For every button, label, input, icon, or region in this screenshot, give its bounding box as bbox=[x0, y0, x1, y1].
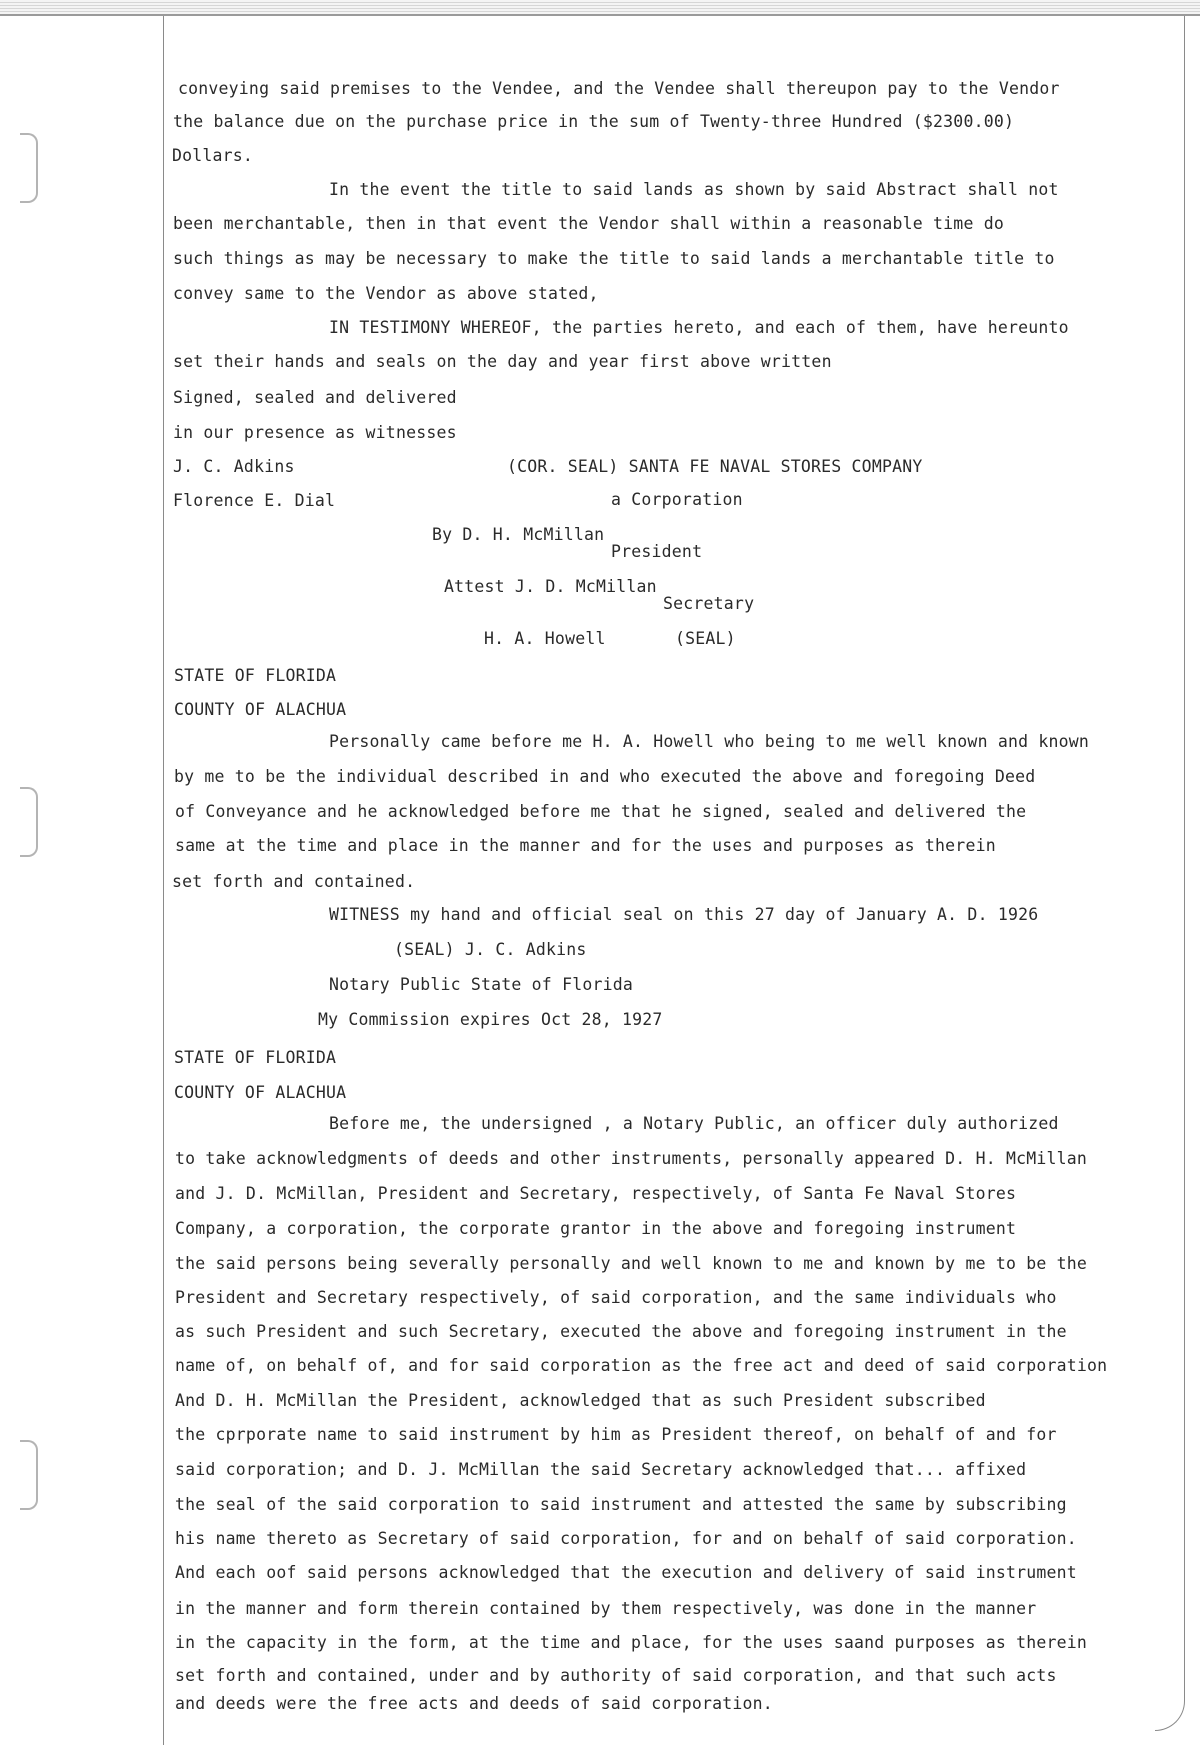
text-line: COUNTY OF ALACHUA bbox=[174, 1083, 347, 1102]
text-line: set their hands and seals on the day and year first above written bbox=[173, 352, 832, 371]
text-line: And D. H. McMillan the President, acknowledged that as such President subscribed bbox=[175, 1391, 986, 1410]
text-line: H. A. Howell bbox=[484, 629, 606, 648]
text-line: a Corporation bbox=[611, 490, 743, 509]
text-line: Dollars. bbox=[172, 146, 254, 165]
text-line: Personally came before me H. A. Howell who being to me well known and known bbox=[329, 732, 1090, 751]
text-line: Notary Public State of Florida bbox=[329, 975, 634, 994]
text-line: the said persons being severally personally and well known to me and known by me to be the bbox=[175, 1254, 1088, 1273]
text-line: by me to be the individual described in and who executed the above and foregoing Deed bbox=[174, 767, 1036, 786]
text-line: Florence E. Dial bbox=[173, 491, 336, 510]
text-line: same at the time and place in the manner and for the uses and purposes as therein bbox=[175, 836, 996, 855]
text-line: of Conveyance and he acknowledged before me that he signed, sealed and delivered the bbox=[175, 802, 1027, 821]
text-line: WITNESS my hand and official seal on this 27 day of January A. D. 1926 bbox=[329, 905, 1039, 924]
text-line: President bbox=[611, 542, 703, 561]
text-line: in the capacity in the form, at the time and place, for the uses saand purposes as therein bbox=[175, 1633, 1088, 1652]
text-line: said corporation; and D. J. McMillan the said Secretary acknowledged that... affixed bbox=[175, 1460, 1027, 1479]
text-line: And each oof said persons acknowledged that the execution and delivery of said instrument bbox=[175, 1563, 1077, 1582]
text-line: the balance due on the purchase price in the sum of Twenty-three Hundred ($2300.00) bbox=[173, 112, 1015, 131]
text-line: (SEAL) J. C. Adkins bbox=[394, 940, 587, 959]
text-line: and deeds were the free acts and deeds of said corporation. bbox=[175, 1694, 773, 1713]
text-line: set forth and contained. bbox=[172, 872, 416, 891]
text-line: name of, on behalf of, and for said corporation as the free act and deed of said corporation bbox=[175, 1356, 1108, 1375]
text-line: STATE OF FLORIDA bbox=[174, 666, 337, 685]
text-line: COUNTY OF ALACHUA bbox=[174, 700, 347, 719]
text-line: to take acknowledgments of deeds and other instruments, personally appeared D. H. McMillan bbox=[175, 1149, 1088, 1168]
text-line: been merchantable, then in that event the Vendor shall within a reasonable time do bbox=[173, 214, 1004, 233]
text-line: In the event the title to said lands as shown by said Abstract shall not bbox=[329, 180, 1059, 199]
text-line: J. C. Adkins bbox=[173, 457, 295, 476]
text-line: set forth and contained, under and by authority of said corporation, and that such acts bbox=[175, 1666, 1057, 1685]
text-line: My Commission expires Oct 28, 1927 bbox=[318, 1010, 663, 1029]
text-line: and J. D. McMillan, President and Secretary, respectively, of Santa Fe Naval Stores bbox=[175, 1184, 1017, 1203]
text-line: conveying said premises to the Vendee, and the Vendee shall thereupon pay to the Vendor bbox=[178, 79, 1060, 98]
text-line: (COR. SEAL) SANTA FE NAVAL STORES COMPANY bbox=[507, 457, 923, 476]
text-line: convey same to the Vendor as above stated, bbox=[173, 284, 599, 303]
text-line: such things as may be necessary to make the title to said lands a merchantable title to bbox=[173, 249, 1055, 268]
text-line: President and Secretary respectively, of said corporation, and the same individuals who bbox=[175, 1288, 1057, 1307]
text-line: (SEAL) bbox=[675, 629, 736, 648]
text-line: Attest J. D. McMillan bbox=[444, 577, 657, 596]
text-line: By D. H. McMillan bbox=[432, 525, 605, 544]
text-line: the seal of the said corporation to said instrument and attested the same by subscribing bbox=[175, 1495, 1067, 1514]
text-line: Secretary bbox=[663, 594, 755, 613]
text-line: Company, a corporation, the corporate grantor in the above and foregoing instrument bbox=[175, 1219, 1017, 1238]
text-line: Signed, sealed and delivered bbox=[173, 388, 457, 407]
text-line: in the manner and form therein contained by them respectively, was done in the manner bbox=[175, 1599, 1037, 1618]
text-line: in our presence as witnesses bbox=[173, 423, 457, 442]
text-line: STATE OF FLORIDA bbox=[174, 1048, 337, 1067]
text-line: as such President and such Secretary, executed the above and foregoing instrument in the bbox=[175, 1322, 1067, 1341]
text-line: IN TESTIMONY WHEREOF, the parties hereto, and each of them, have hereunto bbox=[329, 318, 1069, 337]
text-line: his name thereto as Secretary of said corporation, for and on behalf of said corporation. bbox=[175, 1529, 1077, 1548]
text-line: the cprporate name to said instrument by him as President thereof, on behalf of and for bbox=[175, 1425, 1057, 1444]
text-line: Before me, the undersigned , a Notary Public, an officer duly authorized bbox=[329, 1114, 1059, 1133]
